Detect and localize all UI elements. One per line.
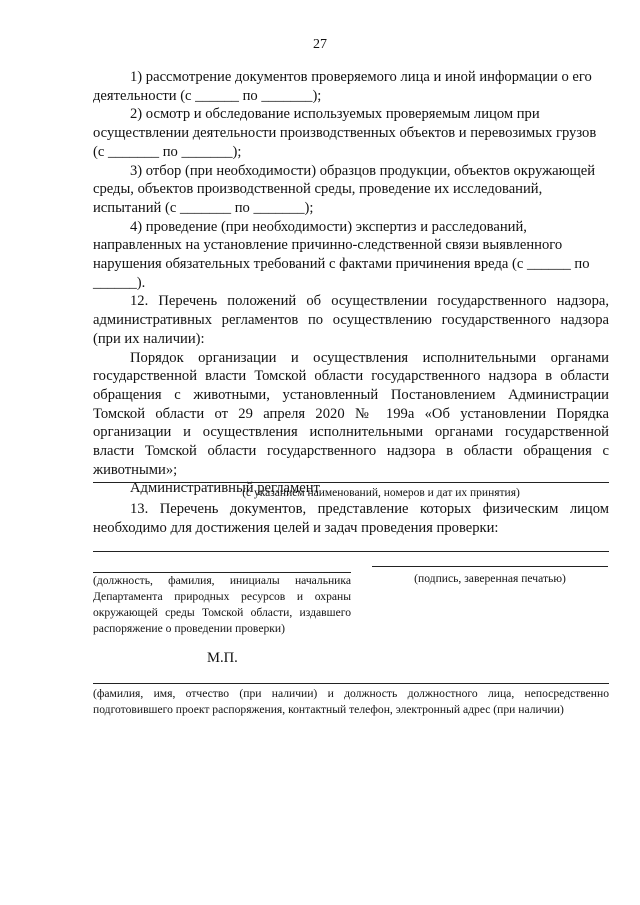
section-13-heading: 13. Перечень документов, представление которых физическим лицом необходимо для достижения целей и задач проведения проверки: [93, 501, 609, 536]
section-13-block [93, 500, 609, 537]
item-3: 3) отбор (при необходимости) образцов продукции, объектов окружающей среды, объектов производственной среды, проведение их исследований, испытаний (с _______ по _______); [93, 162, 596, 216]
regulation-line-block [93, 482, 609, 501]
section-13-line-block [93, 551, 609, 552]
footer-line [93, 683, 609, 684]
signature-line [372, 566, 608, 567]
stamp-placeholder: М.П. [207, 650, 238, 666]
item-1: 1) рассмотрение документов проверяемого лица и иной информации о его деятельности (с ______ по _______); [93, 69, 592, 104]
signature-right-caption: (подпись, заверенная печатью) [414, 572, 566, 585]
section-12-order-text: Порядок организации и осуществления исполнительными органами государственной власти Томской области государственного надзора в области обращения с животными, установленный Постановлением Администрации Томской области от 29 апреля 2020 № 199а «Об установлении Порядка организации и осуществления исполнительными органами государственной власти Томской области государственного надзора в области обращения с животными»; [93, 349, 609, 478]
section-12-regulation-label: Административный регламент [130, 480, 320, 497]
footer-block [93, 683, 609, 718]
regulation-caption: (с указанием наименований, номеров и дат их принятия) [242, 487, 520, 499]
signature-left-caption: (должность, фамилия, инициалы начальника Департамента природных ресурсов и охраны окружающей среды Томской области, издавшего распоряжение о проведении проверки) [93, 574, 351, 635]
section-13-line [93, 551, 609, 552]
item-4: 4) проведение (при необходимости) экспертиз и расследований, направленных на установление причинно-следственной связи выявленного нарушения обязательных требований с фактами причинения вреда (с ______ по ______). [93, 218, 590, 291]
section-12-heading: 12. Перечень положений об осуществлении государственного надзора, административных регламентов по осуществлению государственного надзора (при их наличии): [93, 293, 609, 347]
signature-left [93, 572, 351, 637]
document-body [93, 68, 609, 498]
regulation-line [93, 482, 609, 483]
footer-caption: (фамилия, имя, отчество (при наличии) и должность должностного лица, непосредственно подготовившего проект распоряжения, контактный телефон, электронный адрес (при наличии) [93, 687, 609, 716]
page-number: 27 [313, 37, 327, 52]
item-2: 2) осмотр и обследование используемых проверяемым лицом при осуществлении деятельности производственных объектов и перевозимых грузов (с _______ по _______); [93, 106, 597, 160]
signature-right [372, 566, 608, 587]
